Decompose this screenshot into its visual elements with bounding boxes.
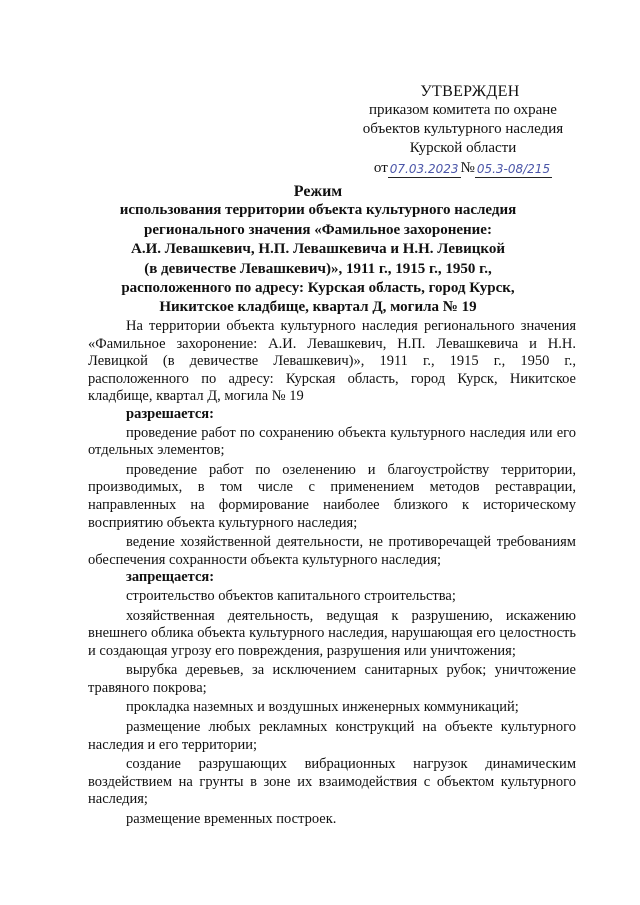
approval-heading: УТВЕРЖДЕН <box>420 83 520 100</box>
forbidden-item: размещение временных построек. <box>126 811 337 828</box>
title-line: использования территории объекта культурного наследия <box>119 202 517 219</box>
allowed-item: проведение работ по озеленению и благоустройству территории, производимых, в том числе с применением методов реставрации, направленных на формирование наиболее близкого к историческому восприятию объекта культурного наследия; <box>88 461 576 531</box>
title-line: А.И. Левашкевич, Н.П. Левашкевича и Н.Н. Левицкой <box>130 241 506 258</box>
title-main: Режим <box>293 183 343 200</box>
forbidden-item: размещение любых рекламных конструкций на объекте культурного наследия и его территории; <box>88 719 576 753</box>
document-title <box>60 182 576 318</box>
allowed-label: разрешается: <box>126 405 214 422</box>
forbidden-item: прокладка наземных и воздушных инженерных коммуникаций; <box>126 699 519 716</box>
approval-line-2: объектов культурного наследия <box>362 121 564 137</box>
document-body <box>88 318 576 829</box>
approval-line-3: Курской области <box>409 140 517 156</box>
title-line: расположенного по адресу: Курская область, город Курск, <box>121 280 515 297</box>
handwritten-date: 07.03.2023 <box>389 162 459 176</box>
approval-date-line <box>343 159 583 178</box>
forbidden-item: создание разрушающих вибрационных нагрузок динамическим воздействием на грунты в зоне их взаимодействия с объектом культурного наследия; <box>88 756 576 808</box>
date-prefix: от <box>373 160 388 176</box>
title-line: регионального значения «Фамильное захоронение: <box>144 221 492 238</box>
forbidden-item: вырубка деревьев, за исключением санитарных рубок; уничтожение травяного покрова; <box>88 662 576 696</box>
handwritten-number: 05.3-08/215 <box>476 162 551 176</box>
title-line: Никитское кладбище, квартал Д, могила № 19 <box>159 299 477 316</box>
intro-paragraph: На территории объекта культурного наследия регионального значения «Фамильное захоронение: А.И. Левашкевич, Н.П. Левашкевича и Н.Н. Левицкой (в девичестве Левашкевич)», 1911 г., 1915 г., 1950 г., расположенного по адресу: Курская область, город Курск, Никитское кладбище, квартал Д, могила № 19 <box>88 318 576 405</box>
approval-line-1: приказом комитета по охране <box>369 102 557 118</box>
approval-stamp <box>343 82 583 178</box>
forbidden-item: хозяйственная деятельность, ведущая к разрушению, искажению внешнего облика объекта культурного наследия, нарушающая его целостность и создающая угрозу его повреждения, разрушения или уничтожения; <box>88 607 576 659</box>
forbidden-label: запрещается: <box>126 569 215 586</box>
allowed-item: проведение работ по сохранению объекта культурного наследия или его отдельных элементов; <box>88 424 576 459</box>
title-line: (в девичестве Левашкевич)», 1911 г., 1915 г., 1950 г., <box>144 260 492 277</box>
forbidden-item: строительство объектов капитального строительства; <box>126 587 456 604</box>
number-prefix: № <box>460 160 475 176</box>
allowed-item: ведение хозяйственной деятельности, не противоречащей требованиям обеспечения сохранности объекта культурного наследия; <box>88 534 576 568</box>
